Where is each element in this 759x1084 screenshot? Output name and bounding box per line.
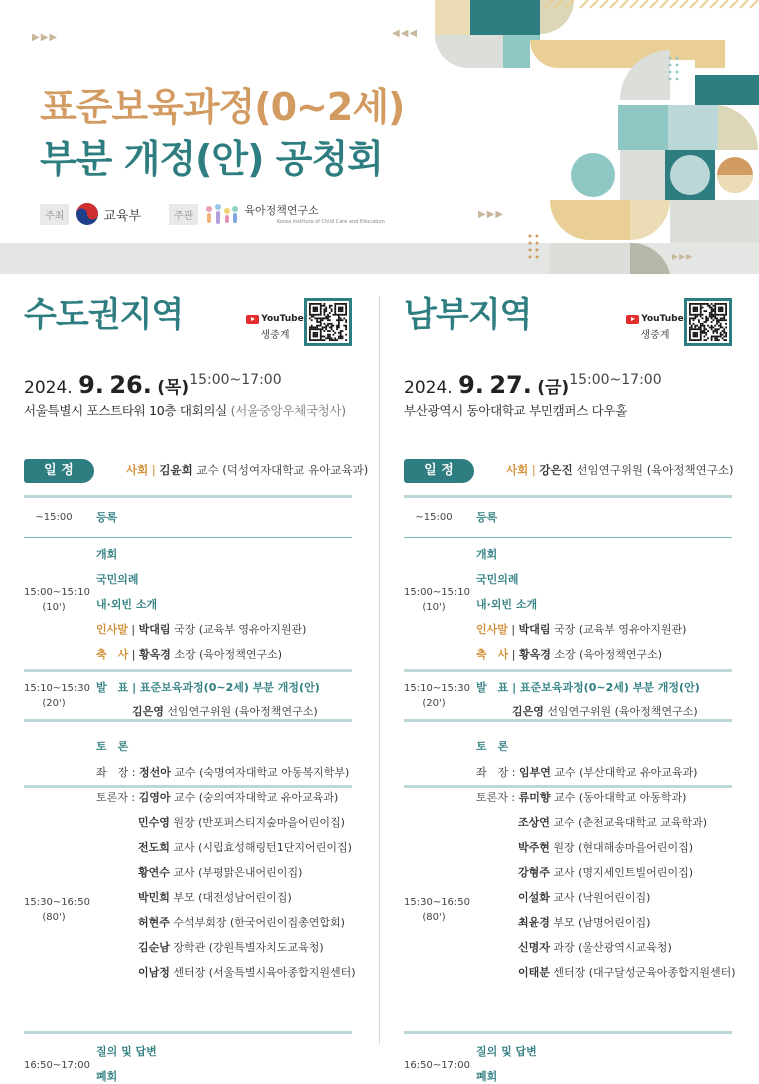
region-title: 남부지역 — [404, 295, 532, 335]
seoul-region-column — [24, 290, 369, 1083]
title-line-1: 표준보육과정(0~2세) — [40, 85, 405, 129]
mc-row — [404, 459, 734, 483]
host-name: 교육부 — [103, 208, 142, 224]
schedule-item: 국민의례 — [96, 573, 139, 586]
schedule-item: 국민의례 — [476, 573, 519, 586]
live-label: 생중계 — [640, 330, 670, 341]
panelist: 토론자 : 류미향 교수 (동아대학교 아동학과) — [476, 791, 687, 804]
panelist: 박주현 원장 (현대해송마을어린이집) — [518, 841, 693, 854]
panelist: 조상연 교수 (춘천교육대학교 교육학과) — [518, 816, 708, 829]
time-slot: 15:00~15:10 (10') — [24, 587, 91, 613]
event-venue: 부산광역시 동아대학교 부민캠퍼스 다우홀 — [404, 403, 627, 418]
row-separator — [24, 495, 352, 498]
mc-info: 사회 | 김윤희 교수 (덕성여자대학교 유아교육과) — [126, 463, 369, 477]
panelist: 민수영 원장 (반포퍼스티지숲마을어린이집) — [138, 816, 345, 829]
schedule-item-registration: 등록 — [96, 511, 118, 524]
time-slot: 15:00~15:10 (10') — [404, 587, 471, 613]
schedule-item: 개회 — [96, 548, 118, 561]
mc-info: 사회 | 강은진 선임연구위원 (육아정책연구소) — [506, 463, 734, 477]
time-slot: 15:30~16:50 (80') — [24, 897, 91, 923]
panelist: 김순남 장학관 (강원특별자치도교육청) — [138, 941, 324, 954]
event-venue: 서울특별시 포스트타워 10층 대회의실 (서울중앙우체국청사) — [24, 403, 346, 418]
column-divider — [379, 296, 380, 1044]
geometric-decoration — [430, 0, 759, 274]
arrow-deco-2: ◀◀◀ — [392, 28, 419, 39]
row-separator — [404, 1031, 732, 1034]
taegeuk-logo-icon — [75, 202, 99, 226]
time-slot: 15:10~15:30 (20') — [404, 683, 471, 709]
panelist: 이남정 센터장 (서울특별시육아종합지원센터) — [138, 966, 356, 979]
chairperson: 좌 장 : 임부연 교수 (부산대학교 유아교육과) — [476, 766, 698, 779]
row-separator — [24, 719, 352, 722]
schedule-item-presentation: 발 표 | 표준보육과정(0~2세) 부분 개정(안) — [96, 681, 320, 694]
row-separator — [24, 669, 352, 672]
presenter: 김은영 선임연구위원 (육아정책연구소) — [132, 705, 318, 718]
panelist: 황연수 교사 (부평맑은내어린이집) — [138, 866, 303, 879]
time-slot: 16:50~17:00 — [404, 1060, 471, 1071]
schedule-tag: 일 정 — [404, 459, 474, 483]
schedule-item-speaker: 축 사 | 황옥경 소장 (육아정책연구소) — [476, 648, 663, 661]
row-separator — [404, 785, 732, 788]
title-line-2: 부분 개정(안) 공청회 — [40, 137, 383, 181]
region-title: 수도권지역 — [24, 295, 184, 335]
arrow-deco-4: ▶▶▶ — [672, 252, 694, 261]
schedule-item-discussion: 토 론 — [476, 740, 509, 753]
row-separator — [404, 719, 732, 722]
schedule-item: 내·외빈 소개 — [96, 598, 158, 611]
row-separator — [24, 537, 352, 538]
panelist: 토론자 : 김영아 교수 (숭의여자대학교 유아교육과) — [96, 791, 339, 804]
organizer-english-name: Korea Institute of Child Care and Education — [277, 219, 385, 225]
arrow-deco-1: ▶▶▶ — [32, 32, 59, 43]
row-separator — [404, 537, 732, 538]
time-slot: 15:10~15:30 (20') — [24, 683, 91, 709]
event-date: 2024. 9. 26. (목) 15:00~17:00 — [24, 371, 282, 399]
youtube-logo: YouTube — [626, 314, 684, 324]
panelist: 전도희 교사 (시립효성해링턴1단지어린이집) — [138, 841, 352, 854]
panelist: 신명자 과장 (울산광역시교육청) — [518, 941, 672, 954]
qr-code-icon[interactable] — [684, 298, 732, 346]
chairperson: 좌 장 : 정선아 교수 (숙명여자대학교 아동복지학부) — [96, 766, 350, 779]
mc-row — [24, 459, 369, 483]
schedule-item-speaker: 인사말 | 박대림 국장 (교육부 영유아지원관) — [96, 623, 307, 636]
schedule-item-closing: 폐회 — [96, 1070, 118, 1083]
schedule-item-presentation: 발 표 | 표준보육과정(0~2세) 부분 개정(안) — [476, 681, 700, 694]
panelist: 이태분 센터장 (대구달성군육아종합지원센터) — [518, 966, 736, 979]
youtube-play-icon — [626, 315, 639, 324]
youtube-play-icon — [246, 315, 259, 324]
row-separator — [404, 669, 732, 672]
youtube-logo: YouTube — [246, 314, 304, 324]
schedule-item-closing: 폐회 — [476, 1070, 498, 1083]
host-tag: 주최 — [40, 204, 69, 225]
time-slot: ~15:00 — [415, 512, 453, 523]
row-separator — [404, 495, 732, 498]
time-slot: 16:50~17:00 — [24, 1060, 91, 1071]
time-slot: 15:30~16:50 (80') — [404, 897, 471, 923]
youtube-live[interactable] — [246, 314, 304, 341]
row-separator — [24, 785, 352, 788]
panelist: 이설화 교사 (낙원어린이집) — [518, 891, 651, 904]
presenter: 김은영 선임연구위원 (육아정책연구소) — [512, 705, 698, 718]
youtube-live[interactable] — [626, 314, 684, 341]
kicce-logo-icon — [204, 201, 240, 227]
panelist: 강형주 교사 (명지세인트빌어린이집) — [518, 866, 693, 879]
arrow-deco-3: ▶▶▶ — [478, 209, 505, 220]
panelist: 허현주 수석부회장 (한국어린이집총연합회) — [138, 916, 345, 929]
organizer-name: 육아정책연구소 — [244, 204, 319, 217]
organizer-tag: 주관 — [169, 204, 198, 225]
schedule-item-speaker: 축 사 | 황옥경 소장 (육아정책연구소) — [96, 648, 283, 661]
panelist: 박민희 부모 (대전성남어린이집) — [138, 891, 292, 904]
schedule-item-qa: 질의 및 답변 — [476, 1045, 537, 1058]
south-region-column — [404, 290, 736, 1083]
time-slot: ~15:00 — [35, 512, 73, 523]
schedule-tag: 일 정 — [24, 459, 94, 483]
schedule-item-discussion: 토 론 — [96, 740, 129, 753]
schedule-item-speaker: 인사말 | 박대림 국장 (교육부 영유아지원관) — [476, 623, 687, 636]
poster-header — [0, 0, 759, 274]
row-separator — [24, 1031, 352, 1034]
event-date: 2024. 9. 27. (금) 15:00~17:00 — [404, 371, 662, 399]
schedule-item: 내·외빈 소개 — [476, 598, 538, 611]
panelist: 최윤경 부모 (남명어린이집) — [518, 916, 651, 929]
schedule-item: 개회 — [476, 548, 498, 561]
live-label: 생중계 — [260, 330, 290, 341]
qr-code-icon[interactable] — [304, 298, 352, 346]
schedule-item-registration: 등록 — [476, 511, 498, 524]
schedule-item-qa: 질의 및 답변 — [96, 1045, 157, 1058]
